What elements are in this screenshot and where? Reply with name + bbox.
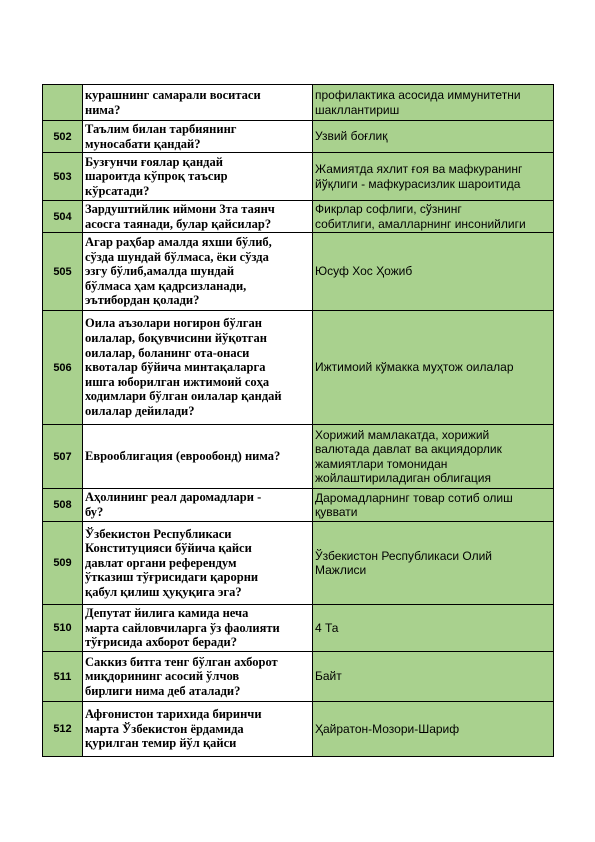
table-row: [43, 153, 554, 201]
row-number: 511: [43, 652, 83, 702]
table-row: [43, 702, 554, 757]
row-number: 502: [43, 121, 83, 153]
table-row: [43, 233, 554, 311]
question-cell: [83, 233, 313, 311]
answer-cell: [313, 233, 554, 311]
table-row: [43, 605, 554, 652]
question-text: Бузғунчи ғоялар қандай шароитда кўпроқ таъсир кўрсатади?: [85, 154, 228, 198]
question-text: Депутат йилига камида неча марта сайловчиларга ўз фаолияти тўғрисида ахборот беради?: [85, 606, 280, 650]
table-row: [43, 489, 554, 522]
answer-text: Ижтимоий кўмакка муҳтож оилалар: [315, 360, 514, 375]
question-cell: [83, 153, 313, 201]
question-cell: [83, 605, 313, 652]
answer-cell: [313, 652, 554, 702]
question-text: Таълим билан тарбиянинг муносабати қандай?: [85, 121, 237, 151]
row-number: 506: [43, 311, 83, 425]
question-text: Аҳолининг реал даромадлари - бу?: [85, 490, 262, 519]
question-text: курашнинг самарали воситаси нима?: [85, 87, 261, 117]
table-row: [43, 311, 554, 425]
question-cell: [83, 522, 313, 605]
question-text: Еврооблигация (еврообонд) нима?: [85, 449, 281, 464]
question-cell: [83, 702, 313, 757]
question-cell: [83, 311, 313, 425]
answer-cell: [313, 522, 554, 605]
row-number: [43, 85, 83, 121]
answer-text: Фикрлар софлиги, сўзнинг собитлиги, амалларнинг инсонийлиги: [315, 202, 526, 231]
answer-cell: [313, 153, 554, 201]
question-text: Агар раҳбар амалда яхши бўлиб, сўзда шундай бўлмаса, ёки сўзда эзгу бўлиб,амалда шундай бўлмаса ҳам қадрсизланади, эътибордан қолади?: [85, 235, 272, 308]
row-number: 509: [43, 522, 83, 605]
table-row: [43, 85, 554, 121]
question-text: Ўзбекистон Республикаси Конституцияси бўйича қайси давлат органи референдум ўтказиш тўғрисидаги қарорни қабул қилиш ҳуқуқига эга?: [85, 526, 259, 599]
answer-text: Даромадларнинг товар сотиб олиш қуввати: [315, 490, 513, 519]
table-row: [43, 121, 554, 153]
answer-text: Жамиятда яхлит ғоя ва мафкуранинг йўқлиги - мафкурасизлик шароитида: [315, 162, 523, 191]
table-row: [43, 522, 554, 605]
answer-text: Ҳайратон-Мозори-Шариф: [315, 721, 460, 736]
answer-cell: [313, 121, 554, 153]
question-text: Оила аъзолари ногирон бўлган оилалар, боқувчисини йўқотган оилалар, боланинг ота-онаси квоталар бўйича минтақаларга ишга юборилган ижтимоий соҳа ходимлари бўлган оилалар қандай оилалар дейилади?: [85, 316, 282, 418]
question-text: Зардуштийлик иймони 3та таянч асосга таянади, булар қайсилар?: [85, 201, 275, 231]
answer-text: Юсуф Хос Ҳожиб: [315, 264, 413, 279]
question-cell: [83, 201, 313, 233]
question-text: Саккиз битга тенг бўлган ахборот миқдорининг асосий ўлчов бирлиги нима деб аталади?: [85, 654, 278, 698]
answer-text: профилактика асосида иммунитетни шакллантириш: [315, 88, 521, 117]
row-number: 507: [43, 425, 83, 489]
answer-cell: [313, 425, 554, 489]
question-cell: [83, 652, 313, 702]
question-text: Афғонистон тарихида биринчи марта Ўзбекистон ёрдамида қурилган темир йўл қайси: [85, 707, 262, 751]
answer-text: 4 Та: [315, 620, 339, 635]
answer-text: Байт: [315, 669, 342, 684]
answer-cell: [313, 311, 554, 425]
row-number: 503: [43, 153, 83, 201]
answer-cell: [313, 489, 554, 522]
answer-text: Хорижий мамлакатда, хорижий валютада давлат ва акциядорлик жамиятлари томонидан жойлаштириладиган облигация: [315, 427, 502, 485]
row-number: 510: [43, 605, 83, 652]
row-number: 505: [43, 233, 83, 311]
answer-cell: [313, 201, 554, 233]
question-cell: [83, 425, 313, 489]
table-row: [43, 425, 554, 489]
answer-cell: [313, 85, 554, 121]
row-number: 504: [43, 201, 83, 233]
row-number: 508: [43, 489, 83, 522]
question-cell: [83, 489, 313, 522]
answer-cell: [313, 605, 554, 652]
answer-cell: [313, 702, 554, 757]
answer-text: Ўзбекистон Республикаси Олий Мажлиси: [315, 548, 493, 577]
answer-text: Узвий боғлиқ: [315, 129, 388, 144]
qa-table: [42, 84, 554, 757]
table-row: [43, 652, 554, 702]
row-number: 512: [43, 702, 83, 757]
table-row: [43, 201, 554, 233]
question-cell: [83, 121, 313, 153]
question-cell: [83, 85, 313, 121]
